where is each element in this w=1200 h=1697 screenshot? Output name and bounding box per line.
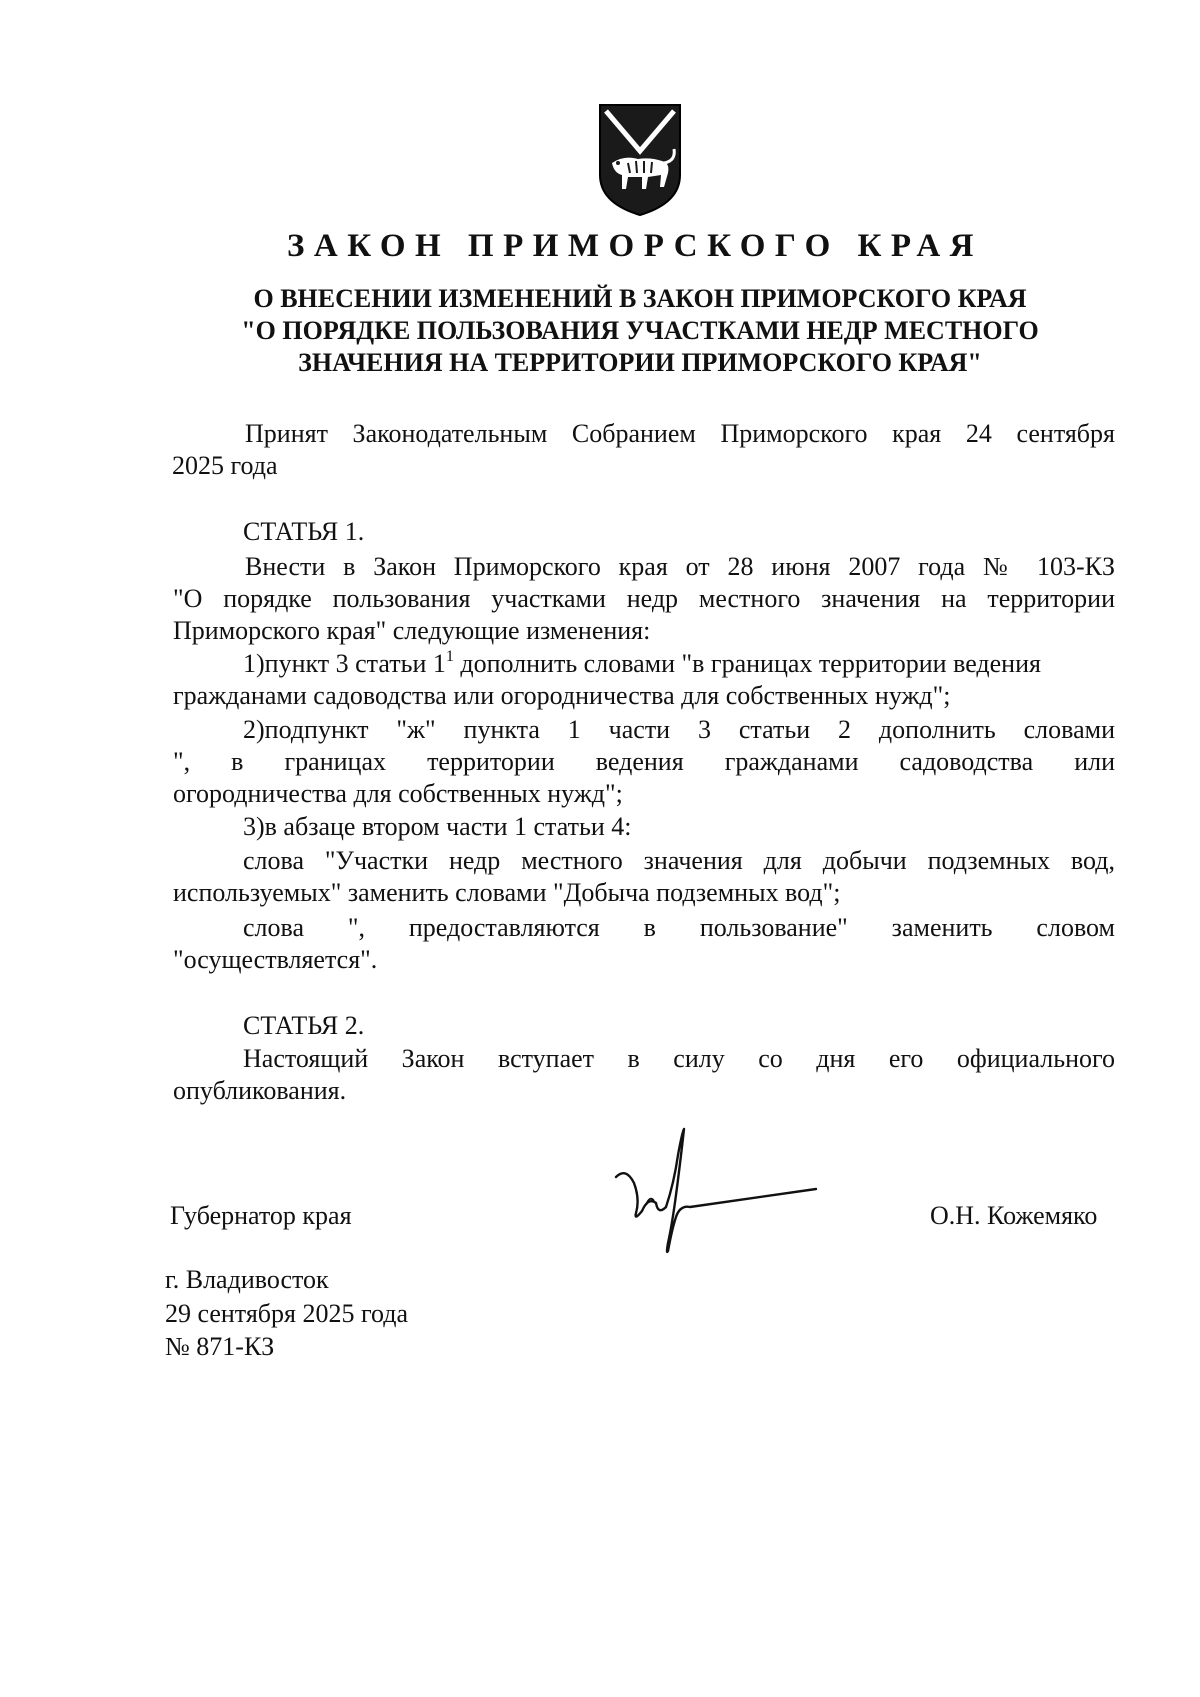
handwritten-signature-icon [610, 1125, 820, 1265]
footer-date: 29 сентября 2025 года [165, 1299, 409, 1328]
item-1-text: 1)пункт 3 статьи 1 [243, 649, 446, 678]
footer-number: № 871-КЗ [165, 1332, 275, 1361]
adopted-line: 2025 года [172, 451, 278, 480]
signer-name: О.Н. Кожемяко [930, 1201, 1098, 1230]
article-1-item-1 [243, 648, 1115, 680]
article-1-item-3: слова ", предоставляются в пользование" заменить словом [243, 913, 1115, 942]
article-1-item-2: 2)подпункт "ж" пункта 1 части 3 статьи 2 дополнить словами [243, 715, 1115, 744]
article-2-text: опубликования. [173, 1076, 347, 1105]
article-2-text: Настоящий Закон вступает в силу со дня его официального [243, 1044, 1115, 1073]
signer-position: Губернатор края [170, 1201, 352, 1230]
article-1-item-3: слова "Участки недр местного значения для добычи подземных вод, [243, 846, 1115, 875]
footer-city: г. Владивосток [165, 1265, 329, 1294]
article-1-text: "О порядке пользования участками недр местного значения на территории [173, 584, 1115, 613]
superscript: 1 [445, 648, 454, 665]
article-1-item-2: огородничества для собственных нужд"; [173, 779, 623, 808]
subtitle-line: ЗНАЧЕНИЯ НА ТЕРРИТОРИИ ПРИМОРСКОГО КРАЯ" [298, 348, 982, 377]
article-1-item-1: гражданами садоводства или огородничества для собственных нужд"; [173, 681, 951, 710]
article-1-text: Внести в Закон Приморского края от 28 июня 2007 года № 103-КЗ [245, 552, 1115, 581]
subtitle-line: "О ПОРЯДКЕ ПОЛЬЗОВАНИЯ УЧАСТКАМИ НЕДР МЕСТНОГО [241, 316, 1039, 345]
subtitle-line: О ВНЕСЕНИИ ИЗМЕНЕНИЙ В ЗАКОН ПРИМОРСКОГО КРАЯ [253, 284, 1027, 313]
law-title: ЗАКОН ПРИМОРСКОГО КРАЯ [286, 228, 984, 264]
article-2-heading: СТАТЬЯ 2. [243, 1011, 365, 1040]
adopted-line: Принят Законодательным Собранием Приморского края 24 сентября [245, 419, 1115, 448]
article-1-item-3: используемых" заменить словами "Добыча подземных вод"; [173, 878, 841, 907]
article-1-text: Приморского края" следующие изменения: [173, 616, 651, 645]
primorsky-coat-of-arms-icon [598, 103, 682, 218]
article-1-item-3: 3)в абзаце втором части 1 статьи 4: [243, 812, 632, 841]
article-1-heading: СТАТЬЯ 1. [243, 517, 365, 546]
article-1-item-3: "осуществляется". [173, 945, 378, 974]
law-subtitle [200, 283, 1080, 379]
article-1-item-2: ", в границах территории ведения гражданами садоводства или [173, 747, 1115, 776]
item-1-text: дополнить словами "в границах территории ведения [453, 649, 1041, 678]
